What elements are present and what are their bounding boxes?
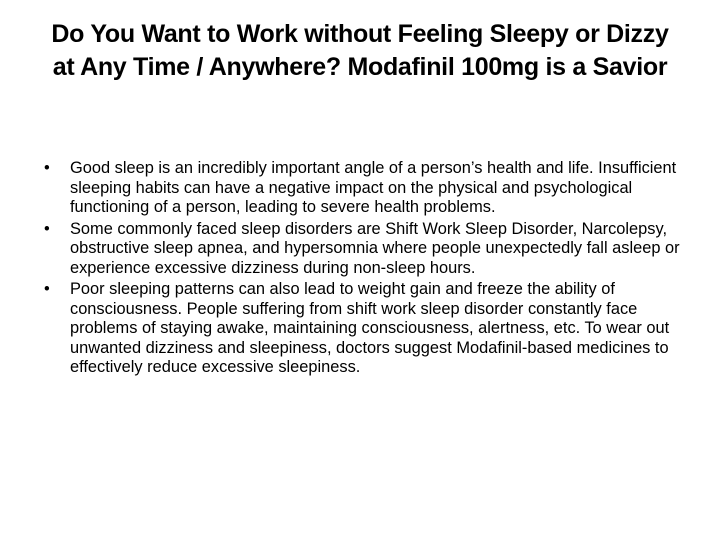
slide-title-line-2: at Any Time / Anywhere? Modafinil 100mg is a Savior [52, 53, 668, 81]
bullet-text: Good sleep is an incredibly important angle of a person’s health and life. Insufficient sleeping habits can have a negative impact on the physical and psychological functioning of a person, leading to severe health problems. [70, 159, 677, 216]
bullet-icon: • [44, 159, 50, 177]
slide-title [36, 18, 684, 84]
bullet-icon: • [44, 219, 50, 238]
slide-title-line-1: Do You Want to Work without Feeling Sleepy or Dizzy [51, 20, 669, 48]
bullet-text: Some commonly faced sleep disorders are Shift Work Sleep Disorder, Narcolepsy, obstructive sleep apnea, and hypersomnia where people unexpectedly fall asleep or experience excessive dizziness during non-sleep hours. [70, 219, 680, 277]
bullet-list [44, 159, 684, 380]
bullet-icon: • [44, 280, 50, 298]
bullet-text: Poor sleeping patterns can also lead to weight gain and freeze the ability of consciousness. People suffering from shift work sleep disorder constantly face problems of staying awake, maintaining consciousness, alertness, etc. To wear out unwanted dizziness and sleepiness, doctors suggest Modafinil-based medicines to effectively reduce excessive sleepiness. [70, 280, 670, 376]
bullet-item [44, 280, 684, 378]
bullet-item [44, 220, 684, 279]
bullet-item [44, 159, 684, 218]
